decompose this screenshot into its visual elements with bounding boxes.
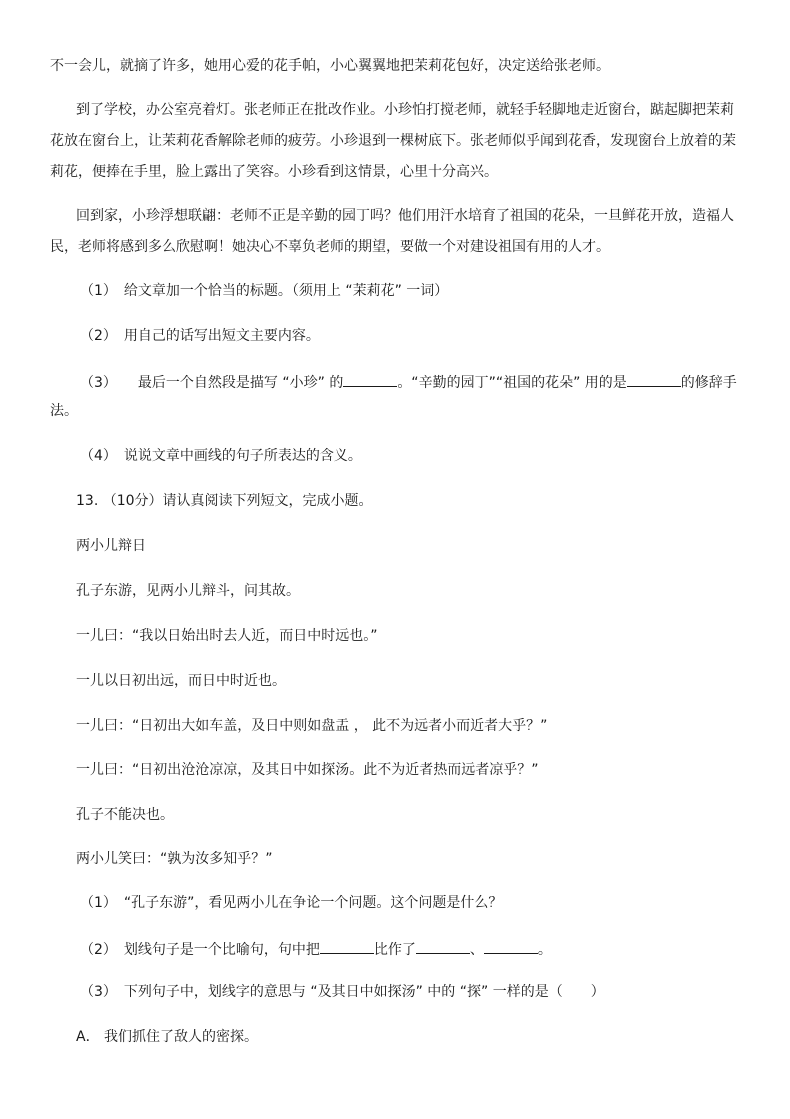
- passage-line-2: 一儿曰：“我以日始出时去人近，而日中时远也。”: [76, 628, 378, 644]
- answer-blank-2[interactable]: [627, 372, 681, 387]
- answer-blank-3[interactable]: [320, 939, 374, 954]
- passage-line-7: 两小儿笑曰：“孰为汝多知乎？”: [76, 851, 273, 867]
- story-paragraph-2-line-1: 到了学校，办公室亮着灯。张老师正在批改作业。小珍怕打搅老师，就轻手轻脚地走近窗台，踮起脚把茉莉: [76, 102, 734, 118]
- answer-blank-5[interactable]: [484, 939, 538, 954]
- question-13-2-text-d: 。: [537, 942, 552, 958]
- answer-blank-1[interactable]: [343, 372, 397, 387]
- question-12-3-text-a: （3） 最后一个自然段是描写 “小珍” 的: [80, 375, 344, 391]
- question-12-3-text-c: 的修辞手: [680, 375, 737, 391]
- question-13-3: （3） 下列句子中，划线字的意思与 “及其日中如探汤” 中的 “探” 一样的是（ ）: [80, 984, 605, 1000]
- option-a: A． 我们抓住了敌人的密探。: [76, 1029, 259, 1045]
- question-12-1: （1） 给文章加一个恰当的标题。（须用上 “茉莉花” 一词）: [80, 283, 449, 299]
- passage-line-3: 一儿以日初出远，而日中时近也。: [76, 673, 286, 689]
- question-12-2: （2） 用自己的话写出短文主要内容。: [80, 328, 320, 344]
- question-12-3-text-b: 。“辛勤的园丁”“祖国的花朵” 用的是: [397, 375, 627, 391]
- question-13-2: [80, 939, 780, 959]
- story-paragraph-2-line-3: 莉花，便捧在手里，脸上露出了笑容。小珍看到这情景，心里十分高兴。: [50, 164, 498, 180]
- story-paragraph-3-line-1: 回到家，小珍浮想联翩：老师不正是辛勤的园丁吗？他们用汗水培育了祖国的花朵，一旦鲜花开放，造福人: [76, 208, 734, 224]
- question-13-2-text-a: （2） 划线句子是一个比喻句，句中把: [80, 942, 320, 958]
- passage-title: 两小儿辩日: [76, 538, 146, 554]
- passage-line-6: 孔子不能决也。: [76, 807, 174, 823]
- question-13-2-text-c: 、: [469, 942, 484, 958]
- question-13-2-text-b: 比作了: [373, 942, 416, 958]
- story-paragraph-3-line-2: 民，老师将感到多么欣慰啊！她决心不辜负老师的期望，要做一个对建设祖国有用的人才。: [50, 239, 610, 255]
- passage-line-4: 一儿曰：“日初出大如车盖，及日中则如盘盂 ， 此不为远者小而近者大乎？”: [76, 718, 548, 734]
- passage-line-5: 一儿曰：“日初出沧沧凉凉，及其日中如探汤。此不为近者热而远者凉乎？”: [76, 762, 539, 778]
- passage-line-1: 孔子东游，见两小儿辩斗，问其故。: [76, 583, 300, 599]
- answer-blank-4[interactable]: [416, 939, 470, 954]
- question-13-1: （1） “孔子东游”，看见两小儿在争论一个问题。这个问题是什么？: [80, 895, 503, 911]
- question-12-4: （4） 说说文章中画线的句子所表达的含义。: [80, 448, 362, 464]
- question-12-3: [80, 372, 780, 392]
- story-paragraph-2-line-2: 花放在窗台上，让茉莉花香解除老师的疲劳。小珍退到一棵树底下。张老师似乎闻到花香，发现窗台上放着的茉: [50, 133, 736, 149]
- story-paragraph-1: 不一会儿，就摘了许多，她用心爱的花手帕，小心翼翼地把茉莉花包好，决定送给张老师。: [50, 58, 610, 74]
- question-12-3-line-2: 法。: [50, 403, 78, 419]
- question-13-header: 13. （10分）请认真阅读下列短文，完成小题。: [76, 493, 373, 509]
